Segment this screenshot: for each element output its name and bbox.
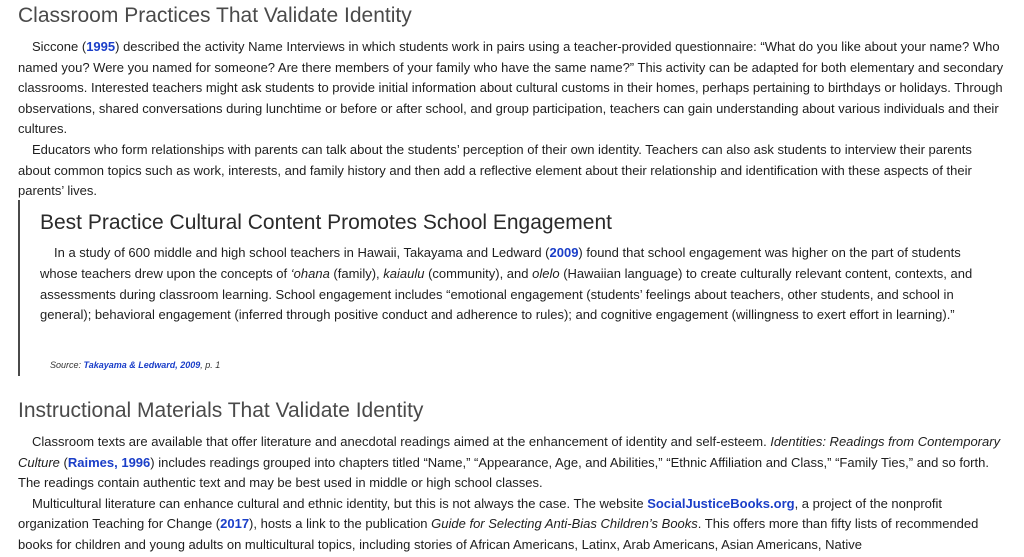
section-heading-classroom-practices: Classroom Practices That Validate Identity <box>18 4 412 27</box>
callout-paragraph: In a study of 600 middle and high school teachers in Hawaii, Takayama and Ledward (2009) found that school engagement was higher on the part of students whose teachers drew upon the concepts of ‘ohana (family), kaiaulu (community), and olelo (Hawaiian language) to create culturally relevant content, contexts, and assessments during classroom learning. School engagement includes “emotional engagement (students’ feelings about teachers, other students, and school in general); behavioral engagement (inferred through positive conduct and adherence to rules); and cognitive engagement (willingness to exert effort in learning).” <box>40 245 973 323</box>
callout-source: Source: Takayama & Ledward, 2009, p. 1 <box>50 360 221 370</box>
source-link-takayama-ledward[interactable]: Takayama & Ledward, 2009 <box>83 360 201 370</box>
citation-link-2009[interactable]: 2009 <box>549 245 579 260</box>
term-ohana: ‘ohana <box>290 265 330 281</box>
citation-link-1995[interactable]: 1995 <box>86 39 116 54</box>
section-heading-instructional-materials: Instructional Materials That Validate Identity <box>18 399 424 422</box>
term-olelo: olelo <box>532 265 560 281</box>
section2-body <box>18 432 1008 556</box>
guide-title: Guide for Selecting Anti-Bias Children’s Books <box>431 516 698 532</box>
callout-body <box>40 243 1000 326</box>
callout-heading: Best Practice Cultural Content Promotes School Engagement <box>40 211 612 234</box>
section2-paragraph-2: Multicultural literature can enhance cultural and ethnic identity, but this is not always the case. The website SocialJusticeBooks.org, a project of the nonprofit organization Teaching for Change (2017), hosts a link to the publication Guide for Selecting Anti-Bias Children’s Books. This offers more than fifty lists of recommended books for children and young adults on multicultural topics, including stories of African Americans, Latinx, Arab Americans, Asian Americans, Native <box>18 495 979 552</box>
socialjusticebooks-link[interactable]: SocialJusticeBooks.org <box>647 495 795 511</box>
book-title-identities: Identities: Readings from Contemporary Culture <box>18 434 1001 470</box>
section1-body <box>18 37 1008 202</box>
citation-link-raimes-1996[interactable]: Raimes, 1996 <box>67 454 151 470</box>
section1-paragraph-1: Siccone (1995) described the activity Name Interviews in which students work in pairs using a teacher-provided questionnaire: “What do you like about your name? Who named you? Were you named for someone? Are there members of your family who have the same name?” This activity can be adapted for both elementary and secondary classrooms. Interested teachers might ask students to provide initial information about cultural customs in their homes, perhaps pertaining to birthdays or holidays. Through observations, shared conversations during lunchtime or before or after school, and group participation, teachers can gain understanding about various individuals and their cultures. <box>18 39 1004 137</box>
section1-paragraph-2: Educators who form relationships with parents can talk about the students’ perception of their own identity. Teachers can also ask students to interview their parents about common topics such as work, interests, and family history and then add a reflective element about their relationship and identification with these aspects of their parents’ lives. <box>18 141 972 199</box>
citation-link-2017[interactable]: 2017 <box>220 516 250 532</box>
term-kaiaulu: kaiaulu <box>383 265 425 281</box>
section2-paragraph-1: Classroom texts are available that offer literature and anecdotal readings aimed at the enhancement of identity and self-esteem. Identities: Readings from Contemporary Culture (Raimes, 1996) includes readings grouped into chapters titled “Name,” “Appearance, Age, and Abilities,” “Ethnic Affiliation and Class,” “Family Ties,” and so forth. The readings contain authentic text and may be best used in middle or high school classes. <box>18 434 1001 491</box>
best-practice-callout <box>18 200 1006 376</box>
